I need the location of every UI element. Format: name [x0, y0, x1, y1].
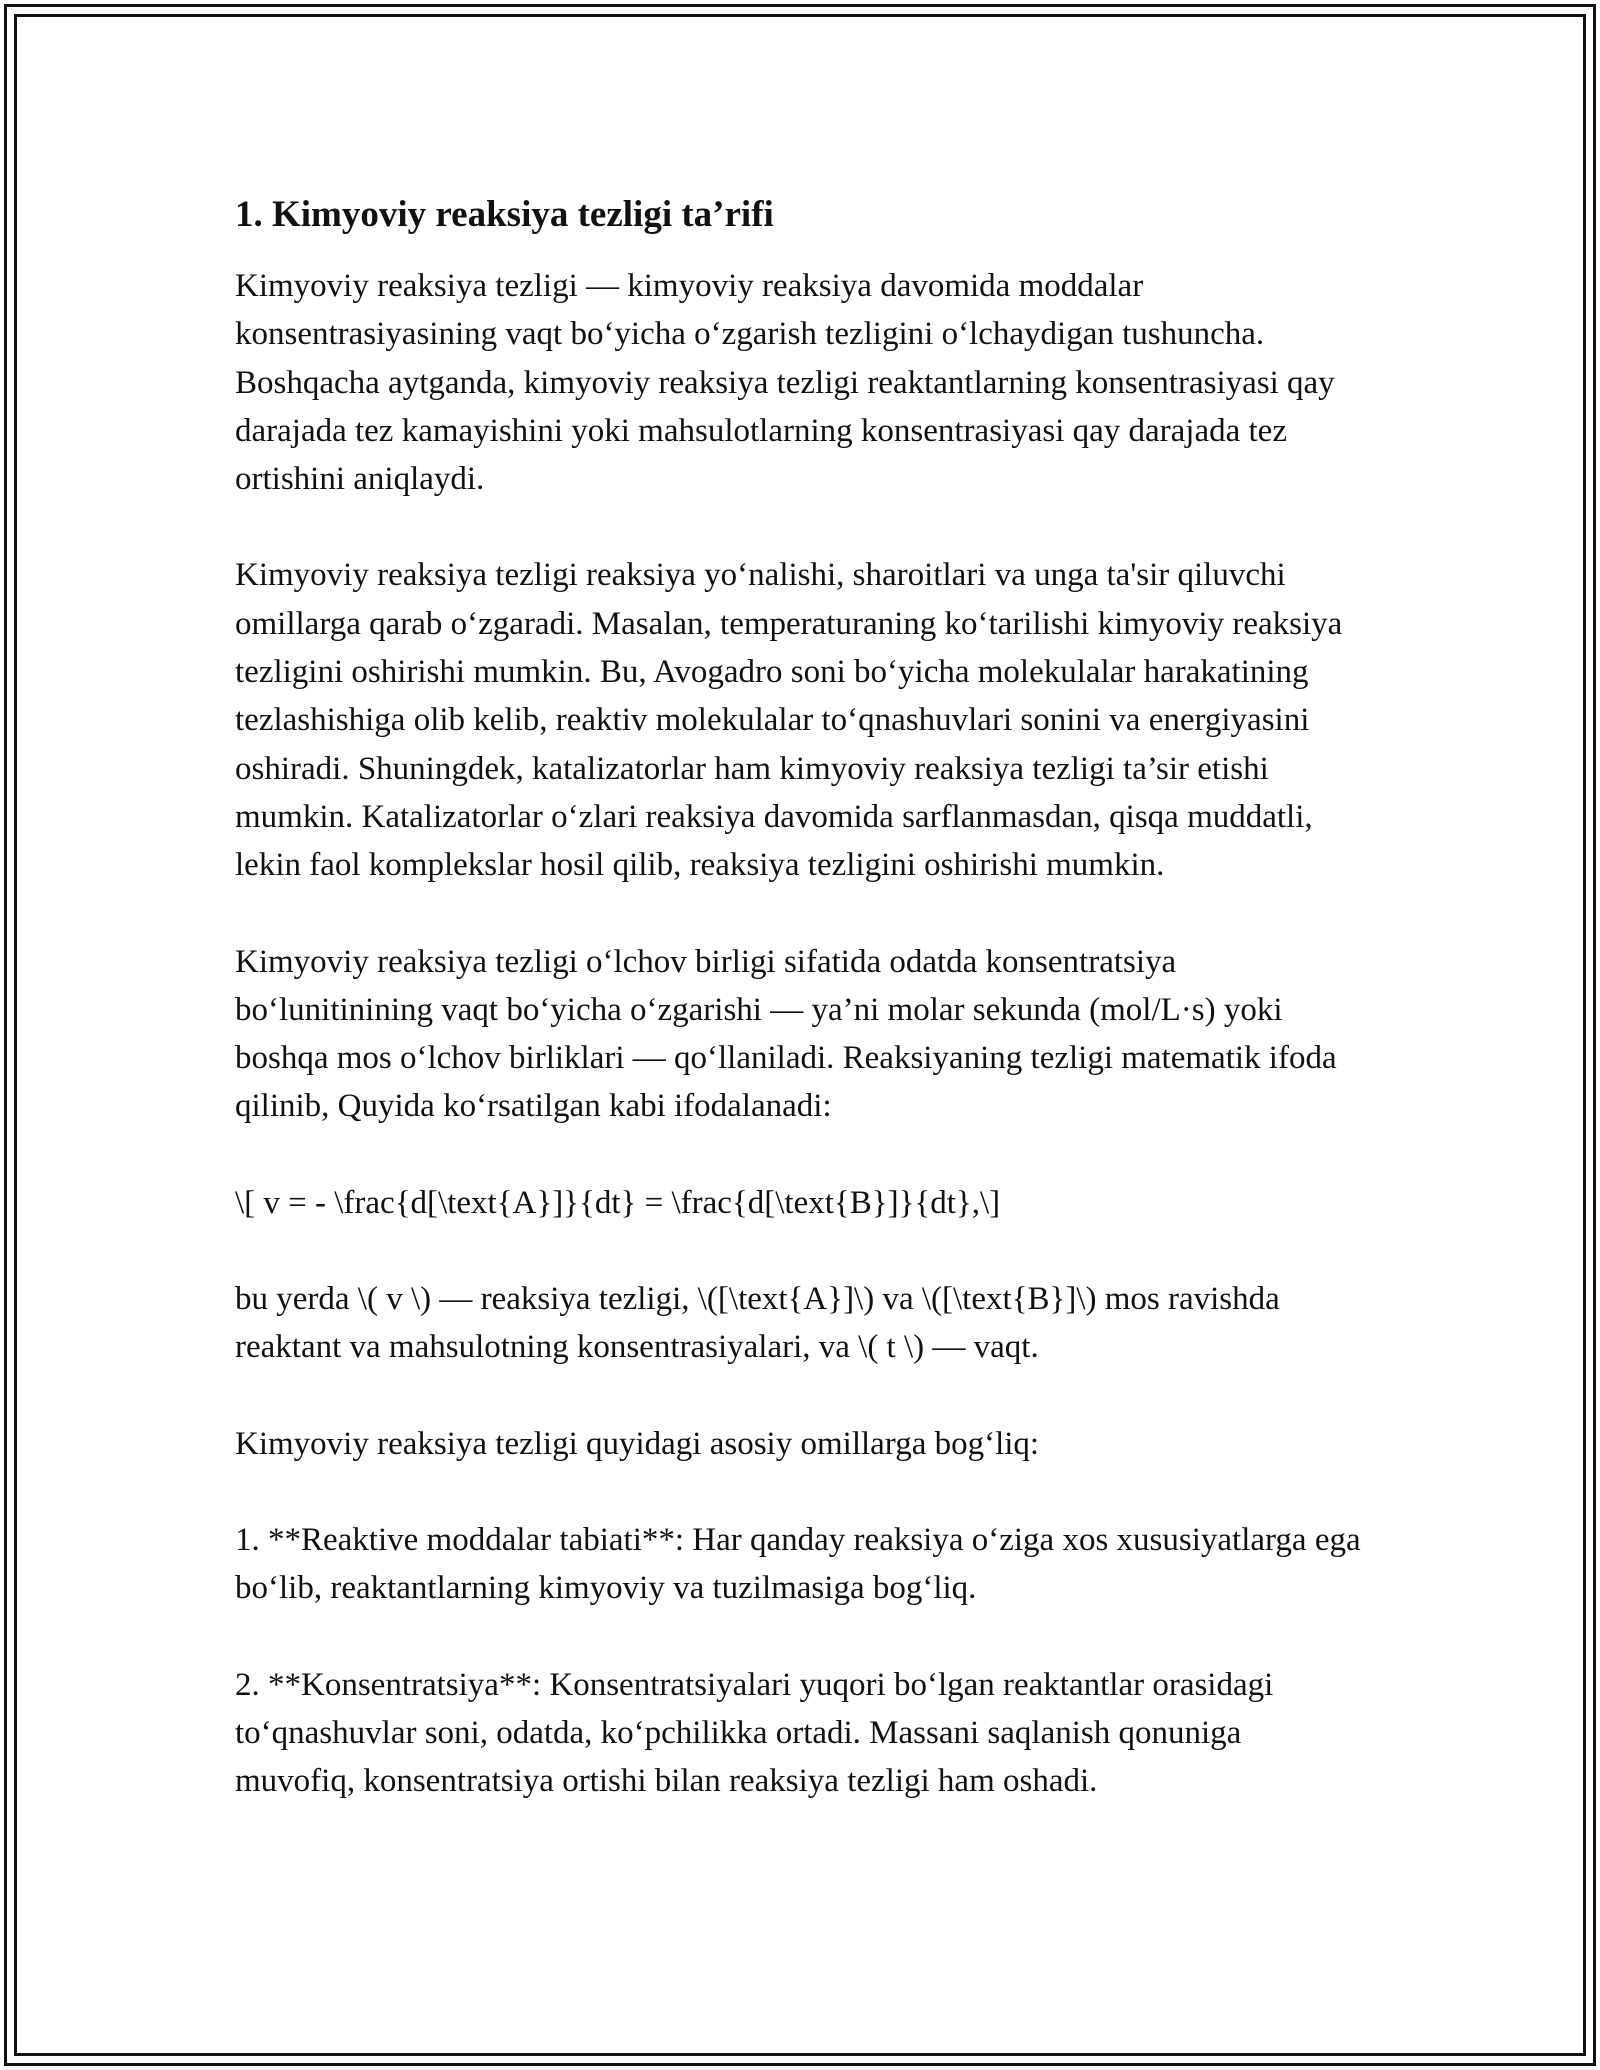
- paragraph-definition: Kimyoviy reaksiya tezligi — kimyoviy reaksiya davomida moddalar konsentrasiyasining vaqt boʻyicha oʻzgarish tezligini oʻlchaydigan tushuncha. Boshqacha aytganda, kimyoviy reaksiya tezligi reaktantlarning konsentrasiyasi qay darajada tez kamayishini yoki mahsulotlarning konsentrasiyasi qay darajada tez ortishini aniqlaydi.: [235, 268, 1335, 498]
- paragraph-factors: Kimyoviy reaksiya tezligi reaksiya yoʻnalishi, sharoitlari va unga ta'sir qiluvchi omillarga qarab oʻzgaradi. Masalan, temperaturaning koʻtarilishi kimyoviy reaksiya tezligini oshirishi mumkin. Bu, Avogadro soni boʻyicha molekulalar harakatining tezlashishiga olib kelib, reaktiv molekulalar toʻqnashuvlari sonini va energiyasini oshiradi. Shuningdek, katalizatorlar ham kimyoviy reaksiya tezligi ta’sir etishi mumkin. Katalizatorlar oʻzlari reaksiya davomida sarflanmasdan, qisqa muddatli, lekin faol komplekslar hosil qilib, reaksiya tezligini oshirishi mumkin.: [235, 557, 1343, 884]
- paragraph-units: Kimyoviy reaksiya tezligi oʻlchov birligi sifatida odatda konsentratsiya boʻlunitinining vaqt boʻyicha oʻzgarishi — ya’ni molar sekunda (mol/L·s) yoki boshqa mos oʻlchov birliklari — qoʻllaniladi. Reaksiyaning tezligi matematik ifoda qilinib, Quyida koʻrsatilgan kabi ifodalanadi:: [235, 943, 1337, 1125]
- document-body: [235, 188, 1365, 1805]
- list-item-concentration: 2. **Konsentratsiya**: Konsentratsiyalari yuqori boʻlgan reaktantlar orasidagi toʻqnashuvlar soni, odatda, koʻpchilikka ortadi. Massani saqlanish qonuniga muvofiq, konsentratsiya ortishi bilan reaksiya tezligi ham oshadi.: [235, 1666, 1274, 1800]
- paragraph-formula-explanation: bu yerda \( v \) — reaksiya tezligi, \([\text{A}]\) va \([\text{B}]\) mos ravishda reaktant va mahsulotning konsentrasiyalari, va \( t \) — vaqt.: [235, 1281, 1280, 1366]
- paragraph-dependencies-intro: Kimyoviy reaksiya tezligi quyidagi asosiy omillarga bogʻliq:: [235, 1425, 1040, 1462]
- list-item-reactant-nature: 1. **Reaktive moddalar tabiati**: Har qanday reaksiya oʻziga xos xususiyatlarga ega boʻlib, reaktantlarning kimyoviy va tuzilmasiga bogʻliq.: [235, 1521, 1361, 1607]
- section-heading: 1. Kimyoviy reaksiya tezligi ta’rifi: [235, 194, 774, 235]
- paragraph-formula: \[ v = - \frac{d[\text{A}]}{dt} = \frac{d[\text{B}]}{dt},\]: [235, 1184, 1001, 1221]
